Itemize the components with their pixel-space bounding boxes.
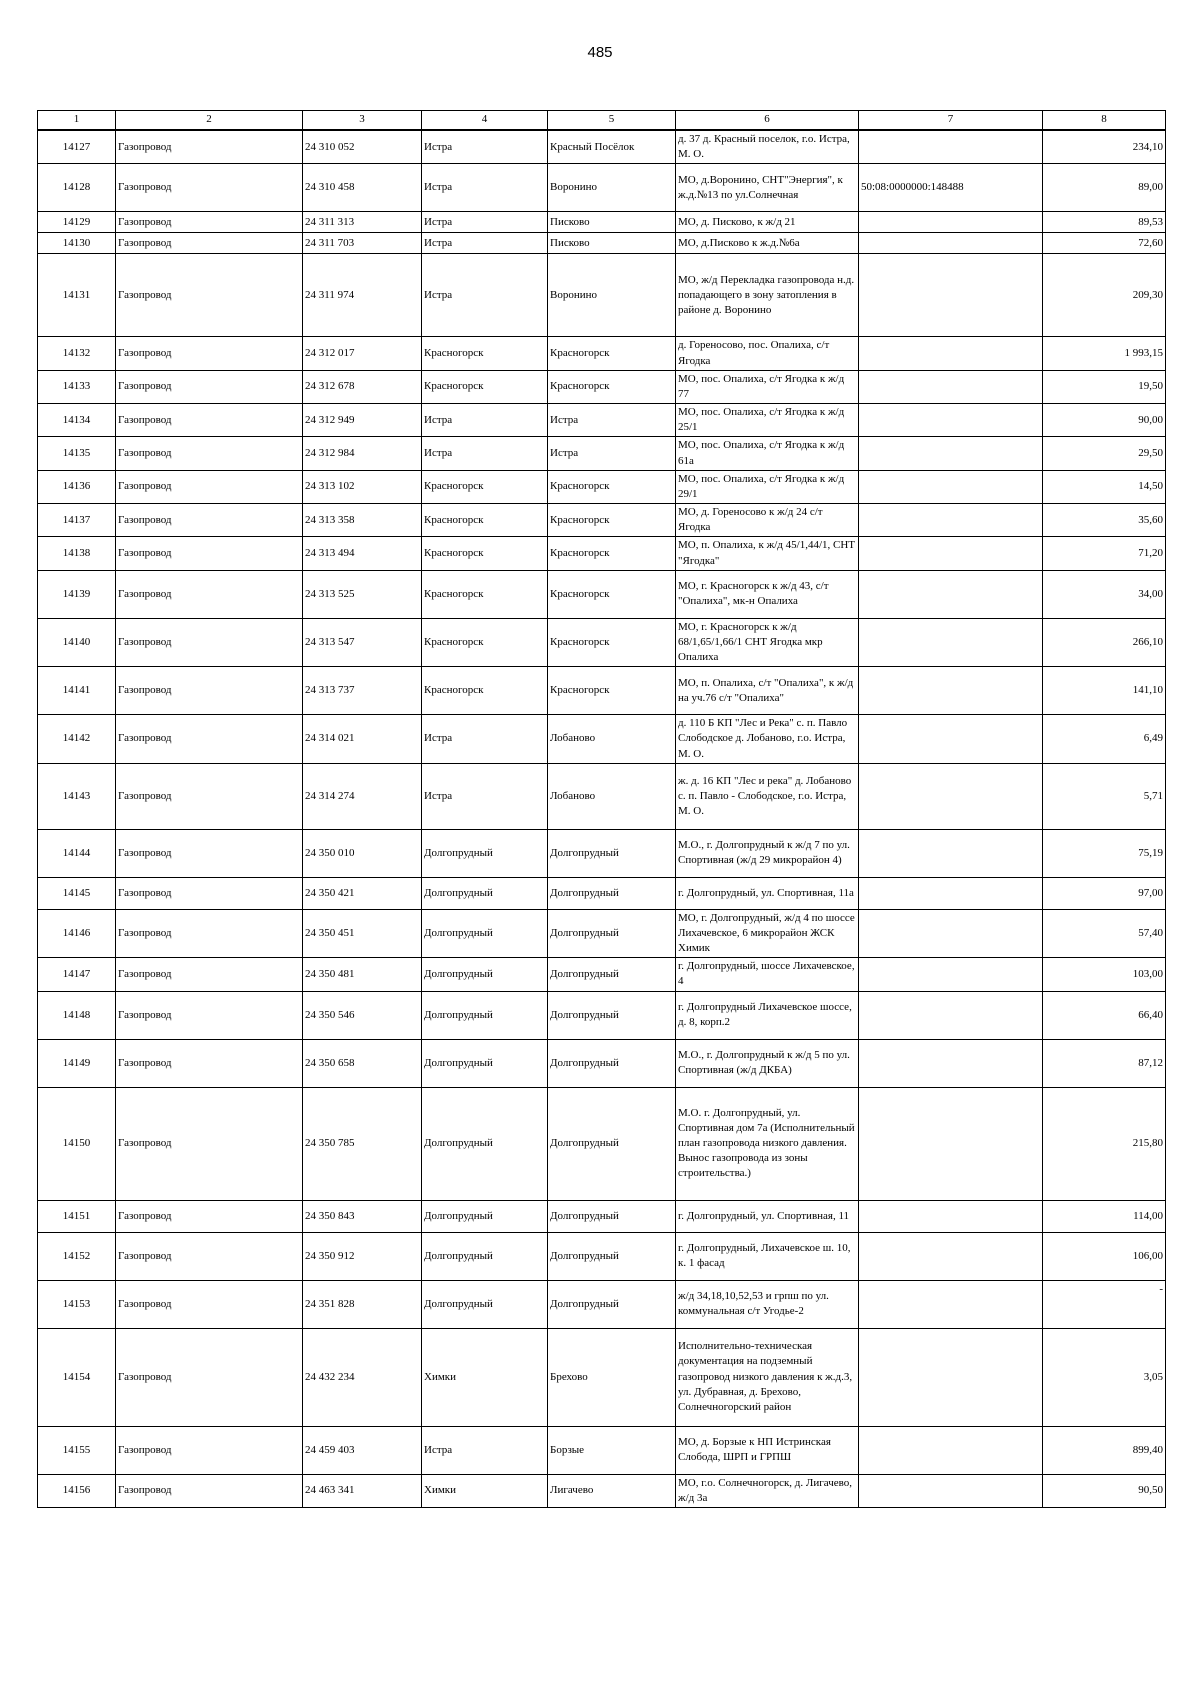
district-cell: Красногорск bbox=[422, 618, 548, 667]
length-value-cell: 97,00 bbox=[1043, 877, 1166, 909]
table-body bbox=[38, 130, 1166, 1507]
row-number-cell: 14133 bbox=[38, 370, 116, 403]
object-code-cell: 24 350 546 bbox=[303, 991, 422, 1039]
address-cell: МО, ж/д Перекладка газопровода н.д. попадающего в зону затопления в районе д. Воронино bbox=[676, 254, 859, 337]
length-value-cell: 66,40 bbox=[1043, 991, 1166, 1039]
column-header-2: 2 bbox=[116, 111, 303, 131]
object-code-cell: 24 312 949 bbox=[303, 404, 422, 437]
object-type-cell: Газопровод bbox=[116, 1280, 303, 1328]
object-code-cell: 24 350 843 bbox=[303, 1200, 422, 1232]
district-cell: Красногорск bbox=[422, 570, 548, 618]
length-value-cell: 75,19 bbox=[1043, 829, 1166, 877]
locality-cell: Воронино bbox=[548, 254, 676, 337]
length-value-cell: 1 993,15 bbox=[1043, 337, 1166, 370]
object-type-cell: Газопровод bbox=[116, 1232, 303, 1280]
table-row bbox=[38, 1280, 1166, 1328]
registry-table bbox=[37, 110, 1166, 1508]
row-number-cell: 14141 bbox=[38, 667, 116, 715]
object-code-cell: 24 351 828 bbox=[303, 1280, 422, 1328]
length-value-cell: 106,00 bbox=[1043, 1232, 1166, 1280]
address-cell: МО, д. Борзые к НП Истринская Слобода, ШРП и ГРПШ bbox=[676, 1426, 859, 1474]
length-value-cell: 19,50 bbox=[1043, 370, 1166, 403]
object-code-cell: 24 312 017 bbox=[303, 337, 422, 370]
object-type-cell: Газопровод bbox=[116, 763, 303, 829]
row-number-cell: 14153 bbox=[38, 1280, 116, 1328]
object-code-cell: 24 310 052 bbox=[303, 130, 422, 164]
address-cell: МО, г. Красногорск к ж/д 68/1,65/1,66/1 СНТ Ягодка мкр Опалиха bbox=[676, 618, 859, 667]
table-row bbox=[38, 1232, 1166, 1280]
district-cell: Долгопрудный bbox=[422, 829, 548, 877]
district-cell: Красногорск bbox=[422, 337, 548, 370]
object-type-cell: Газопровод bbox=[116, 667, 303, 715]
table-row bbox=[38, 570, 1166, 618]
cadastral-number-cell bbox=[859, 667, 1043, 715]
length-value-cell: 899,40 bbox=[1043, 1426, 1166, 1474]
cadastral-number-cell bbox=[859, 1328, 1043, 1426]
district-cell: Долгопрудный bbox=[422, 877, 548, 909]
length-value-cell: 6,49 bbox=[1043, 715, 1166, 764]
row-number-cell: 14154 bbox=[38, 1328, 116, 1426]
object-type-cell: Газопровод bbox=[116, 909, 303, 958]
locality-cell: Лобаново bbox=[548, 763, 676, 829]
district-cell: Красногорск bbox=[422, 370, 548, 403]
locality-cell: Долгопрудный bbox=[548, 909, 676, 958]
cadastral-number-cell bbox=[859, 1280, 1043, 1328]
table-row bbox=[38, 763, 1166, 829]
object-type-cell: Газопровод bbox=[116, 570, 303, 618]
locality-cell: Красногорск bbox=[548, 337, 676, 370]
table-row bbox=[38, 254, 1166, 337]
cadastral-number-cell bbox=[859, 337, 1043, 370]
row-number-cell: 14135 bbox=[38, 437, 116, 470]
address-cell: МО, п. Опалиха, к ж/д 45/1,44/1, СНТ "Ягодка" bbox=[676, 537, 859, 570]
district-cell: Долгопрудный bbox=[422, 1280, 548, 1328]
address-cell: г. Долгопрудный, шоссе Лихачевское, 4 bbox=[676, 958, 859, 991]
object-code-cell: 24 459 403 bbox=[303, 1426, 422, 1474]
object-type-cell: Газопровод bbox=[116, 337, 303, 370]
length-value-cell: 89,00 bbox=[1043, 164, 1166, 212]
district-cell: Долгопрудный bbox=[422, 1087, 548, 1200]
row-number-cell: 14129 bbox=[38, 212, 116, 233]
address-cell: г. Долгопрудный, ул. Спортивная, 11а bbox=[676, 877, 859, 909]
table-row bbox=[38, 404, 1166, 437]
district-cell: Истра bbox=[422, 715, 548, 764]
locality-cell: Лигачево bbox=[548, 1474, 676, 1507]
length-value-cell: 87,12 bbox=[1043, 1039, 1166, 1087]
object-code-cell: 24 350 912 bbox=[303, 1232, 422, 1280]
column-header-5: 5 bbox=[548, 111, 676, 131]
object-type-cell: Газопровод bbox=[116, 233, 303, 254]
table-row bbox=[38, 1039, 1166, 1087]
row-number-cell: 14152 bbox=[38, 1232, 116, 1280]
cadastral-number-cell bbox=[859, 1426, 1043, 1474]
row-number-cell: 14143 bbox=[38, 763, 116, 829]
cadastral-number-cell bbox=[859, 1200, 1043, 1232]
cadastral-number-cell bbox=[859, 1087, 1043, 1200]
address-cell: д. Гореносово, пос. Опалиха, с/т Ягодка bbox=[676, 337, 859, 370]
object-code-cell: 24 314 021 bbox=[303, 715, 422, 764]
object-code-cell: 24 350 010 bbox=[303, 829, 422, 877]
table-row bbox=[38, 829, 1166, 877]
district-cell: Истра bbox=[422, 254, 548, 337]
table-row bbox=[38, 130, 1166, 164]
row-number-cell: 14155 bbox=[38, 1426, 116, 1474]
object-code-cell: 24 312 984 bbox=[303, 437, 422, 470]
address-cell: д. 110 Б КП "Лес и Река" с. п. Павло Слободское д. Лобаново, г.о. Истра, М. О. bbox=[676, 715, 859, 764]
length-value-cell: 103,00 bbox=[1043, 958, 1166, 991]
column-header-4: 4 bbox=[422, 111, 548, 131]
locality-cell: Красногорск bbox=[548, 537, 676, 570]
address-cell: М.О., г. Долгопрудный к ж/д 5 по ул. Спортивная (ж/д ДКБА) bbox=[676, 1039, 859, 1087]
district-cell: Долгопрудный bbox=[422, 991, 548, 1039]
district-cell: Красногорск bbox=[422, 667, 548, 715]
object-type-cell: Газопровод bbox=[116, 618, 303, 667]
object-type-cell: Газопровод bbox=[116, 1039, 303, 1087]
object-type-cell: Газопровод bbox=[116, 470, 303, 503]
table-row bbox=[38, 212, 1166, 233]
district-cell: Истра bbox=[422, 233, 548, 254]
cadastral-number-cell bbox=[859, 130, 1043, 164]
object-code-cell: 24 350 421 bbox=[303, 877, 422, 909]
object-code-cell: 24 311 703 bbox=[303, 233, 422, 254]
row-number-cell: 14138 bbox=[38, 537, 116, 570]
object-code-cell: 24 313 102 bbox=[303, 470, 422, 503]
table-row bbox=[38, 1426, 1166, 1474]
row-number-cell: 14145 bbox=[38, 877, 116, 909]
district-cell: Долгопрудный bbox=[422, 1039, 548, 1087]
object-code-cell: 24 313 737 bbox=[303, 667, 422, 715]
object-type-cell: Газопровод bbox=[116, 254, 303, 337]
row-number-cell: 14136 bbox=[38, 470, 116, 503]
locality-cell: Долгопрудный bbox=[548, 1232, 676, 1280]
length-value-cell: 266,10 bbox=[1043, 618, 1166, 667]
row-number-cell: 14132 bbox=[38, 337, 116, 370]
district-cell: Красногорск bbox=[422, 537, 548, 570]
object-code-cell: 24 312 678 bbox=[303, 370, 422, 403]
district-cell: Долгопрудный bbox=[422, 1232, 548, 1280]
cadastral-number-cell bbox=[859, 404, 1043, 437]
object-type-cell: Газопровод bbox=[116, 370, 303, 403]
district-cell: Долгопрудный bbox=[422, 1200, 548, 1232]
table-row bbox=[38, 337, 1166, 370]
length-value-cell: 14,50 bbox=[1043, 470, 1166, 503]
length-value-cell: 5,71 bbox=[1043, 763, 1166, 829]
table-row bbox=[38, 618, 1166, 667]
address-cell: г. Долгопрудный Лихачевское шоссе, д. 8, корп.2 bbox=[676, 991, 859, 1039]
cadastral-number-cell bbox=[859, 829, 1043, 877]
district-cell: Красногорск bbox=[422, 504, 548, 537]
table-row bbox=[38, 1328, 1166, 1426]
address-cell: ж. д. 16 КП "Лес и река" д. Лобаново с. п. Павло - Слободское, г.о. Истра, М. О. bbox=[676, 763, 859, 829]
cadastral-number-cell bbox=[859, 504, 1043, 537]
locality-cell: Истра bbox=[548, 437, 676, 470]
cadastral-number-cell bbox=[859, 958, 1043, 991]
object-code-cell: 24 314 274 bbox=[303, 763, 422, 829]
locality-cell: Истра bbox=[548, 404, 676, 437]
district-cell: Истра bbox=[422, 164, 548, 212]
length-value-cell: 72,60 bbox=[1043, 233, 1166, 254]
address-cell: г. Долгопрудный, Лихачевское ш. 10, к. 1 фасад bbox=[676, 1232, 859, 1280]
cadastral-number-cell bbox=[859, 1474, 1043, 1507]
locality-cell: Долгопрудный bbox=[548, 991, 676, 1039]
object-type-cell: Газопровод bbox=[116, 1474, 303, 1507]
column-header-6: 6 bbox=[676, 111, 859, 131]
district-cell: Химки bbox=[422, 1474, 548, 1507]
object-code-cell: 24 350 481 bbox=[303, 958, 422, 991]
length-value-cell: 29,50 bbox=[1043, 437, 1166, 470]
length-value-cell: 90,00 bbox=[1043, 404, 1166, 437]
object-code-cell: 24 311 313 bbox=[303, 212, 422, 233]
cadastral-number-cell bbox=[859, 370, 1043, 403]
row-number-cell: 14139 bbox=[38, 570, 116, 618]
district-cell: Истра bbox=[422, 212, 548, 233]
row-number-cell: 14128 bbox=[38, 164, 116, 212]
cadastral-number-cell bbox=[859, 991, 1043, 1039]
length-value-cell: 141,10 bbox=[1043, 667, 1166, 715]
locality-cell: Красногорск bbox=[548, 570, 676, 618]
cadastral-number-cell bbox=[859, 877, 1043, 909]
row-number-cell: 14150 bbox=[38, 1087, 116, 1200]
district-cell: Истра bbox=[422, 1426, 548, 1474]
object-type-cell: Газопровод bbox=[116, 537, 303, 570]
row-number-cell: 14151 bbox=[38, 1200, 116, 1232]
row-number-cell: 14146 bbox=[38, 909, 116, 958]
cadastral-number-cell bbox=[859, 212, 1043, 233]
district-cell: Красногорск bbox=[422, 470, 548, 503]
object-type-cell: Газопровод bbox=[116, 829, 303, 877]
length-value-cell: 234,10 bbox=[1043, 130, 1166, 164]
address-cell: М.О. г. Долгопрудный, ул. Спортивная дом 7а (Исполнительный план газопровода низкого давления. Вынос газопровода из зоны строительства.) bbox=[676, 1087, 859, 1200]
locality-cell: Красногорск bbox=[548, 470, 676, 503]
row-number-cell: 14140 bbox=[38, 618, 116, 667]
locality-cell: Писково bbox=[548, 212, 676, 233]
address-cell: МО, г. Долгопрудный, ж/д 4 по шоссе Лихачевское, 6 микрорайон ЖСК Химик bbox=[676, 909, 859, 958]
locality-cell: Долгопрудный bbox=[548, 1087, 676, 1200]
length-value-cell: 57,40 bbox=[1043, 909, 1166, 958]
table-row bbox=[38, 537, 1166, 570]
cadastral-number-cell bbox=[859, 570, 1043, 618]
table-row bbox=[38, 164, 1166, 212]
object-type-cell: Газопровод bbox=[116, 1426, 303, 1474]
length-value-cell: 114,00 bbox=[1043, 1200, 1166, 1232]
length-value-cell: 90,50 bbox=[1043, 1474, 1166, 1507]
length-value-cell: - bbox=[1043, 1280, 1166, 1328]
object-code-cell: 24 313 494 bbox=[303, 537, 422, 570]
table-row bbox=[38, 470, 1166, 503]
locality-cell: Красногорск bbox=[548, 504, 676, 537]
district-cell: Истра bbox=[422, 437, 548, 470]
locality-cell: Красногорск bbox=[548, 370, 676, 403]
cadastral-number-cell bbox=[859, 470, 1043, 503]
locality-cell: Долгопрудный bbox=[548, 1039, 676, 1087]
table-row bbox=[38, 437, 1166, 470]
address-cell: МО, пос. Опалиха, с/т Ягодка к ж/д 25/1 bbox=[676, 404, 859, 437]
district-cell: Истра bbox=[422, 130, 548, 164]
row-number-cell: 14137 bbox=[38, 504, 116, 537]
address-cell: Исполнительно-техническая документация на подземный газопровод низкого давления к ж.д.3, ул. Дубравная, д. Брехово, Солнечногорский район bbox=[676, 1328, 859, 1426]
object-code-cell: 24 313 525 bbox=[303, 570, 422, 618]
address-cell: МО, г.о. Солнечногорск, д. Лигачево, ж/д 3а bbox=[676, 1474, 859, 1507]
object-type-cell: Газопровод bbox=[116, 437, 303, 470]
object-type-cell: Газопровод bbox=[116, 130, 303, 164]
address-cell: МО, пос. Опалиха, с/т Ягодка к ж/д 29/1 bbox=[676, 470, 859, 503]
address-cell: МО, пос. Опалиха, с/т Ягодка к ж/д 61а bbox=[676, 437, 859, 470]
column-header-8: 8 bbox=[1043, 111, 1166, 131]
object-type-cell: Газопровод bbox=[116, 504, 303, 537]
length-value-cell: 215,80 bbox=[1043, 1087, 1166, 1200]
district-cell: Истра bbox=[422, 404, 548, 437]
locality-cell: Долгопрудный bbox=[548, 1200, 676, 1232]
address-cell: МО, п. Опалиха, с/т "Опалиха", к ж/д на уч.76 с/т "Опалиха" bbox=[676, 667, 859, 715]
object-type-cell: Газопровод bbox=[116, 1328, 303, 1426]
column-number-row bbox=[38, 111, 1166, 131]
locality-cell: Красногорск bbox=[548, 667, 676, 715]
address-cell: МО, д. Писково, к ж/д 21 bbox=[676, 212, 859, 233]
address-cell: МО, д.Писково к ж.д.№6а bbox=[676, 233, 859, 254]
row-number-cell: 14142 bbox=[38, 715, 116, 764]
locality-cell: Писково bbox=[548, 233, 676, 254]
cadastral-number-cell bbox=[859, 1232, 1043, 1280]
locality-cell: Красногорск bbox=[548, 618, 676, 667]
district-cell: Истра bbox=[422, 763, 548, 829]
table-row bbox=[38, 877, 1166, 909]
table-row bbox=[38, 504, 1166, 537]
locality-cell: Брехово bbox=[548, 1328, 676, 1426]
cadastral-number-cell bbox=[859, 715, 1043, 764]
length-value-cell: 71,20 bbox=[1043, 537, 1166, 570]
row-number-cell: 14147 bbox=[38, 958, 116, 991]
cadastral-number-cell bbox=[859, 618, 1043, 667]
table-row bbox=[38, 909, 1166, 958]
cadastral-number-cell bbox=[859, 537, 1043, 570]
length-value-cell: 34,00 bbox=[1043, 570, 1166, 618]
row-number-cell: 14134 bbox=[38, 404, 116, 437]
district-cell: Долгопрудный bbox=[422, 958, 548, 991]
object-code-cell: 24 311 974 bbox=[303, 254, 422, 337]
locality-cell: Лобаново bbox=[548, 715, 676, 764]
locality-cell: Борзые bbox=[548, 1426, 676, 1474]
object-code-cell: 24 350 451 bbox=[303, 909, 422, 958]
object-type-cell: Газопровод bbox=[116, 958, 303, 991]
length-value-cell: 3,05 bbox=[1043, 1328, 1166, 1426]
row-number-cell: 14149 bbox=[38, 1039, 116, 1087]
table-row bbox=[38, 715, 1166, 764]
locality-cell: Красный Посёлок bbox=[548, 130, 676, 164]
object-type-cell: Газопровод bbox=[116, 877, 303, 909]
table-row bbox=[38, 991, 1166, 1039]
cadastral-number-cell bbox=[859, 909, 1043, 958]
object-type-cell: Газопровод bbox=[116, 1087, 303, 1200]
length-value-cell: 35,60 bbox=[1043, 504, 1166, 537]
row-number-cell: 14127 bbox=[38, 130, 116, 164]
object-code-cell: 24 463 341 bbox=[303, 1474, 422, 1507]
address-cell: МО, д. Гореносово к ж/д 24 с/т Ягодка bbox=[676, 504, 859, 537]
table-row bbox=[38, 233, 1166, 254]
row-number-cell: 14156 bbox=[38, 1474, 116, 1507]
address-cell: г. Долгопрудный, ул. Спортивная, 11 bbox=[676, 1200, 859, 1232]
object-code-cell: 24 432 234 bbox=[303, 1328, 422, 1426]
length-value-cell: 89,53 bbox=[1043, 212, 1166, 233]
cadastral-number-cell bbox=[859, 1039, 1043, 1087]
table-row bbox=[38, 1474, 1166, 1507]
object-code-cell: 24 350 785 bbox=[303, 1087, 422, 1200]
length-value-cell: 209,30 bbox=[1043, 254, 1166, 337]
cadastral-number-cell bbox=[859, 233, 1043, 254]
cadastral-number-cell bbox=[859, 437, 1043, 470]
table-row bbox=[38, 370, 1166, 403]
address-cell: МО, д.Воронино, СНТ"Энергия", к ж.д.№13 по ул.Солнечная bbox=[676, 164, 859, 212]
row-number-cell: 14131 bbox=[38, 254, 116, 337]
address-cell: д. 37 д. Красный поселок, г.о. Истра, М. О. bbox=[676, 130, 859, 164]
address-cell: ж/д 34,18,10,52,53 и грпш по ул. коммунальная с/т Угодье-2 bbox=[676, 1280, 859, 1328]
cadastral-number-cell bbox=[859, 254, 1043, 337]
table-row bbox=[38, 667, 1166, 715]
object-type-cell: Газопровод bbox=[116, 212, 303, 233]
object-type-cell: Газопровод bbox=[116, 404, 303, 437]
locality-cell: Долгопрудный bbox=[548, 829, 676, 877]
table-row bbox=[38, 1087, 1166, 1200]
object-type-cell: Газопровод bbox=[116, 991, 303, 1039]
address-cell: МО, пос. Опалиха, с/т Ягодка к ж/д 77 bbox=[676, 370, 859, 403]
object-code-cell: 24 313 547 bbox=[303, 618, 422, 667]
table-row bbox=[38, 1200, 1166, 1232]
locality-cell: Воронино bbox=[548, 164, 676, 212]
column-header-3: 3 bbox=[303, 111, 422, 131]
page-number: 485 bbox=[587, 44, 613, 61]
table-row bbox=[38, 958, 1166, 991]
row-number-cell: 14148 bbox=[38, 991, 116, 1039]
address-cell: МО, г. Красногорск к ж/д 43, с/т "Опалиха", мк-н Опалиха bbox=[676, 570, 859, 618]
column-header-7: 7 bbox=[859, 111, 1043, 131]
object-type-cell: Газопровод bbox=[116, 164, 303, 212]
object-code-cell: 24 310 458 bbox=[303, 164, 422, 212]
district-cell: Химки bbox=[422, 1328, 548, 1426]
cadastral-number-cell bbox=[859, 763, 1043, 829]
cadastral-number-cell: 50:08:0000000:148488 bbox=[859, 164, 1043, 212]
object-type-cell: Газопровод bbox=[116, 715, 303, 764]
locality-cell: Долгопрудный bbox=[548, 1280, 676, 1328]
object-code-cell: 24 350 658 bbox=[303, 1039, 422, 1087]
object-type-cell: Газопровод bbox=[116, 1200, 303, 1232]
column-header-1: 1 bbox=[38, 111, 116, 131]
row-number-cell: 14144 bbox=[38, 829, 116, 877]
address-cell: М.О., г. Долгопрудный к ж/д 7 по ул. Спортивная (ж/д 29 микрорайон 4) bbox=[676, 829, 859, 877]
district-cell: Долгопрудный bbox=[422, 909, 548, 958]
row-number-cell: 14130 bbox=[38, 233, 116, 254]
object-code-cell: 24 313 358 bbox=[303, 504, 422, 537]
locality-cell: Долгопрудный bbox=[548, 877, 676, 909]
locality-cell: Долгопрудный bbox=[548, 958, 676, 991]
